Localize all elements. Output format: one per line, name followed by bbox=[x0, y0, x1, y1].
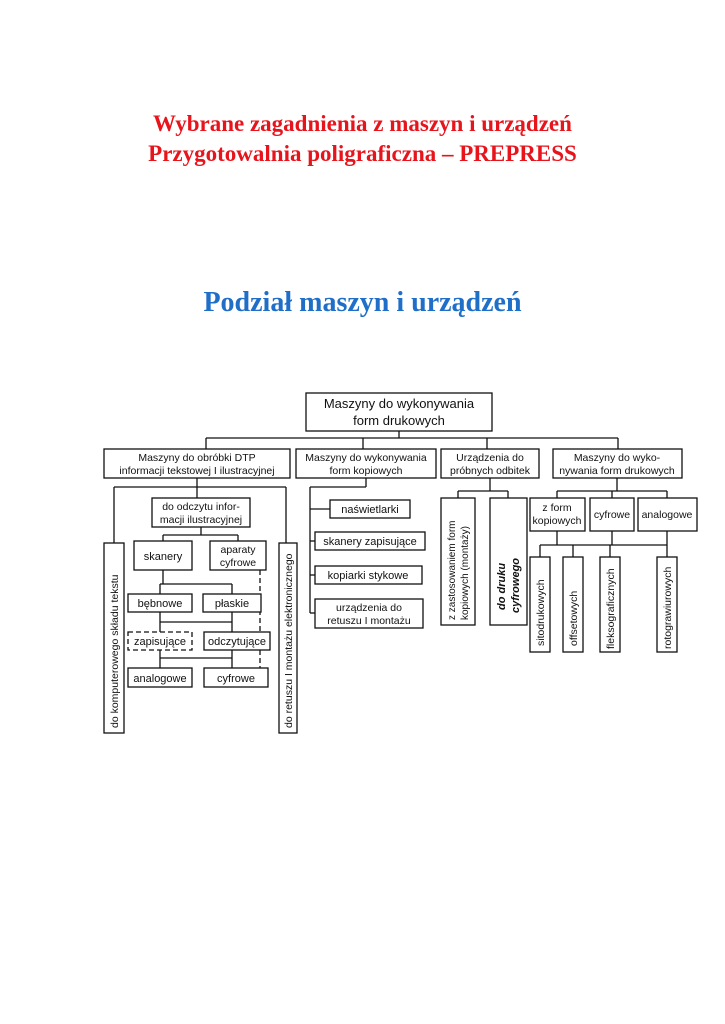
category-kopiowe-label-2: form kopiowych bbox=[329, 465, 403, 477]
dtp-retouch-label: do retuszu I montażu elektronicznego bbox=[283, 553, 295, 728]
document-title-line2: Przygotowalnia poligraficzna – PREPRESS bbox=[148, 141, 577, 166]
offsetowych-label: offsetowych bbox=[568, 590, 580, 646]
document-title-line1: Wybrane zagadnienia z maszyn i urządzeń bbox=[153, 111, 572, 136]
category-odbitki-label-2: próbnych odbitek bbox=[450, 465, 530, 477]
odczytujace-label: odczytujące bbox=[207, 636, 267, 648]
urzadzenia-retusz-label-2: retuszu I montażu bbox=[327, 615, 411, 627]
zapisujace-label: zapisujące bbox=[134, 636, 186, 648]
category-odbitki-label-1: Urządzenia do bbox=[456, 452, 524, 464]
section-heading: Podział maszyn i urządzeń bbox=[203, 287, 522, 318]
category-drukowe-label-1: Maszyny do wyko- bbox=[573, 452, 661, 464]
naswietlarki-label: naświetlarki bbox=[341, 504, 399, 516]
category-dtp-label-2: informacji tekstowej I ilustracyjnej bbox=[119, 465, 275, 477]
z-form-kopiowych-label-2: kopiowych bbox=[532, 515, 582, 527]
category-drukowe-label-2: nywania form drukowych bbox=[559, 465, 675, 477]
rotograwiurowych-label: rotograwiurowych bbox=[662, 566, 674, 649]
odbitki-kopiowe-label-1: z zastosowaniem form bbox=[447, 520, 458, 620]
root-label-1: Maszyny do wykonywania bbox=[323, 396, 475, 411]
cyfrowe-label: cyfrowe bbox=[217, 673, 255, 685]
odbitki-cyfrowe-label-1: do druku bbox=[496, 562, 508, 610]
z-form-kopiowych-label-1: z form bbox=[542, 502, 572, 514]
fleksograficznych-label: fleksograficznych bbox=[605, 568, 617, 649]
dtp-text-label: do komputerowego składu tekstu bbox=[109, 574, 121, 728]
aparaty-label-2: cyfrowe bbox=[219, 557, 257, 569]
odbitki-cyfrowe-label-2: cyfrowego bbox=[510, 557, 522, 613]
sitodrukowych-label: sitodrukowych bbox=[535, 579, 547, 646]
category-kopiowe-label-1: Maszyny do wykonywania bbox=[305, 452, 427, 464]
bebnowe-label: bębnowe bbox=[137, 598, 183, 610]
skanery-label: skanery bbox=[143, 551, 183, 563]
drukowe-cyfrowe-label: cyfrowe bbox=[593, 509, 631, 521]
drukowe-analogowe-label: analogowe bbox=[641, 509, 693, 521]
category-dtp-label-1: Maszyny do obróbki DTP bbox=[138, 452, 256, 464]
image-reading-label-1: do odczytu infor- bbox=[162, 501, 240, 513]
plaskie-label: płaskie bbox=[214, 598, 250, 610]
kopiarki-label: kopiarki stykowe bbox=[327, 570, 409, 582]
skanery-zapisujace-label: skanery zapisujące bbox=[323, 536, 417, 548]
analogowe-label: analogowe bbox=[133, 673, 187, 685]
aparaty-label-1: aparaty bbox=[220, 544, 256, 556]
root-label-2: form drukowych bbox=[353, 413, 445, 428]
image-reading-label-2: macji ilustracyjnej bbox=[159, 514, 243, 526]
urzadzenia-retusz-label-1: urządzenia do bbox=[336, 602, 402, 614]
odbitki-kopiowe-label-2: kopiowych (montaży) bbox=[460, 526, 471, 620]
